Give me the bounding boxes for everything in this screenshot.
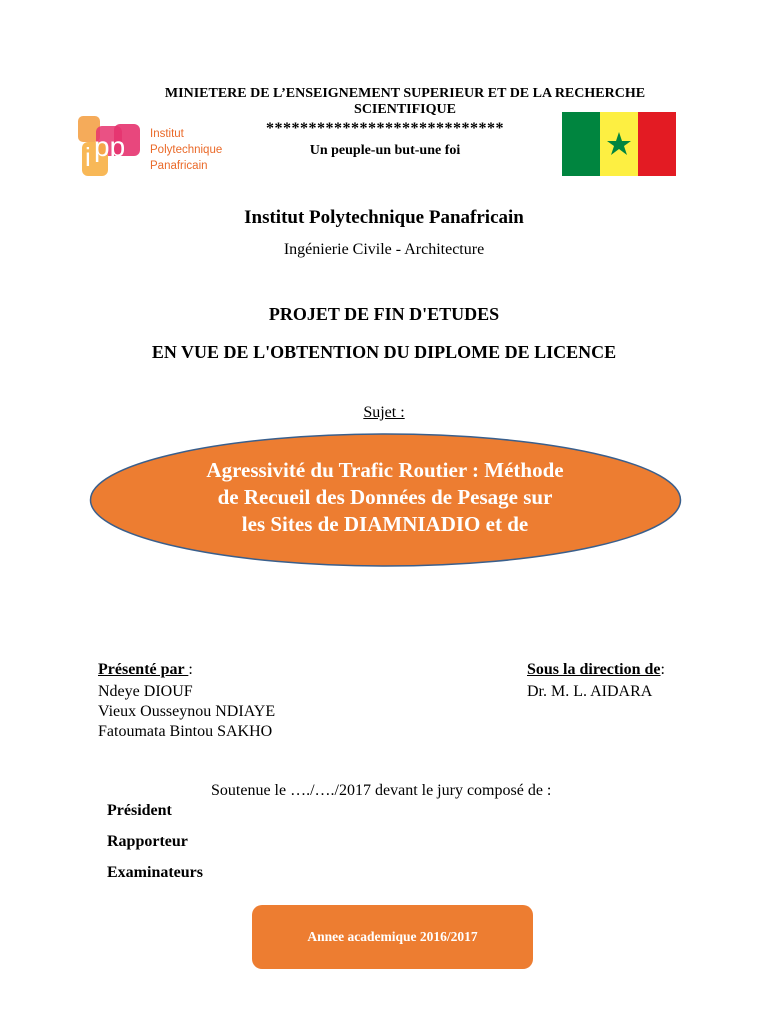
subject-line: Agressivité du Trafic Routier : Méthode <box>206 458 564 482</box>
degree-title: EN VUE DE L'OBTENTION DU DIPLOME DE LICENCE <box>151 342 617 362</box>
presented-by-label <box>98 660 193 680</box>
defense-statement: Soutenue le …./…./2017 devant le jury composé de : <box>211 782 552 799</box>
logo-line: Panafricain <box>150 160 208 172</box>
flag-stripe-red <box>638 112 676 176</box>
presented-by-colon: : <box>188 661 193 678</box>
presenters-list <box>98 682 275 742</box>
flag-stripe-yellow <box>600 112 638 176</box>
senegal-flag <box>562 112 676 176</box>
national-motto: Un peuple-un but-une foi <box>309 143 461 158</box>
svg-text:i: i <box>85 142 91 172</box>
logo-line: Polytechnique <box>150 144 223 156</box>
jury-examiners: Examinateurs <box>107 864 203 881</box>
supervisor-name: Dr. M. L. AIDARA <box>527 683 653 700</box>
supervision-label <box>527 660 665 680</box>
ipp-logo <box>74 112 244 182</box>
star-icon <box>600 112 638 176</box>
academic-year-box <box>252 905 533 969</box>
subject-line: les Sites de DIAMNIADIO et de <box>241 512 529 536</box>
ministry-title: MINIETERE DE L’ENSEIGNEMENT SUPERIEUR ET DE LA RECHERCHE SCIENTIFIQUE <box>164 86 646 117</box>
presenter-name: Ndeye DIOUF <box>98 683 193 700</box>
presenter-name: Vieux Ousseynou NDIAYE <box>98 703 276 720</box>
jury-president: Président <box>107 802 172 819</box>
ipp-logo-text <box>150 126 222 174</box>
project-title: PROJET DE FIN D'ETUDES <box>268 304 500 324</box>
flag-stripe-green <box>562 112 600 176</box>
logo-line: Institut <box>150 128 184 140</box>
svg-text:pp: pp <box>94 131 126 162</box>
presented-by-text: Présenté par <box>98 661 189 678</box>
department-name: Ingénierie Civile - Architecture <box>283 241 485 258</box>
subject-label <box>0 404 768 422</box>
jury-rapporteur: Rapporteur <box>107 833 188 850</box>
stars-separator: **************************** <box>266 120 504 137</box>
subject-title <box>150 457 620 538</box>
academic-year: Annee academique 2016/2017 <box>307 929 478 944</box>
institute-name: Institut Polytechnique Panafricain <box>244 207 524 228</box>
ipp-logo-mark-icon <box>74 112 150 182</box>
supervision-colon: : <box>660 661 665 678</box>
presenter-name: Fatoumata Bintou SAKHO <box>98 723 273 740</box>
subject-line: de Recueil des Données de Pesage sur <box>217 485 553 509</box>
supervision-text: Sous la direction de <box>527 661 661 678</box>
subject-label-text: Sujet : <box>363 404 405 421</box>
